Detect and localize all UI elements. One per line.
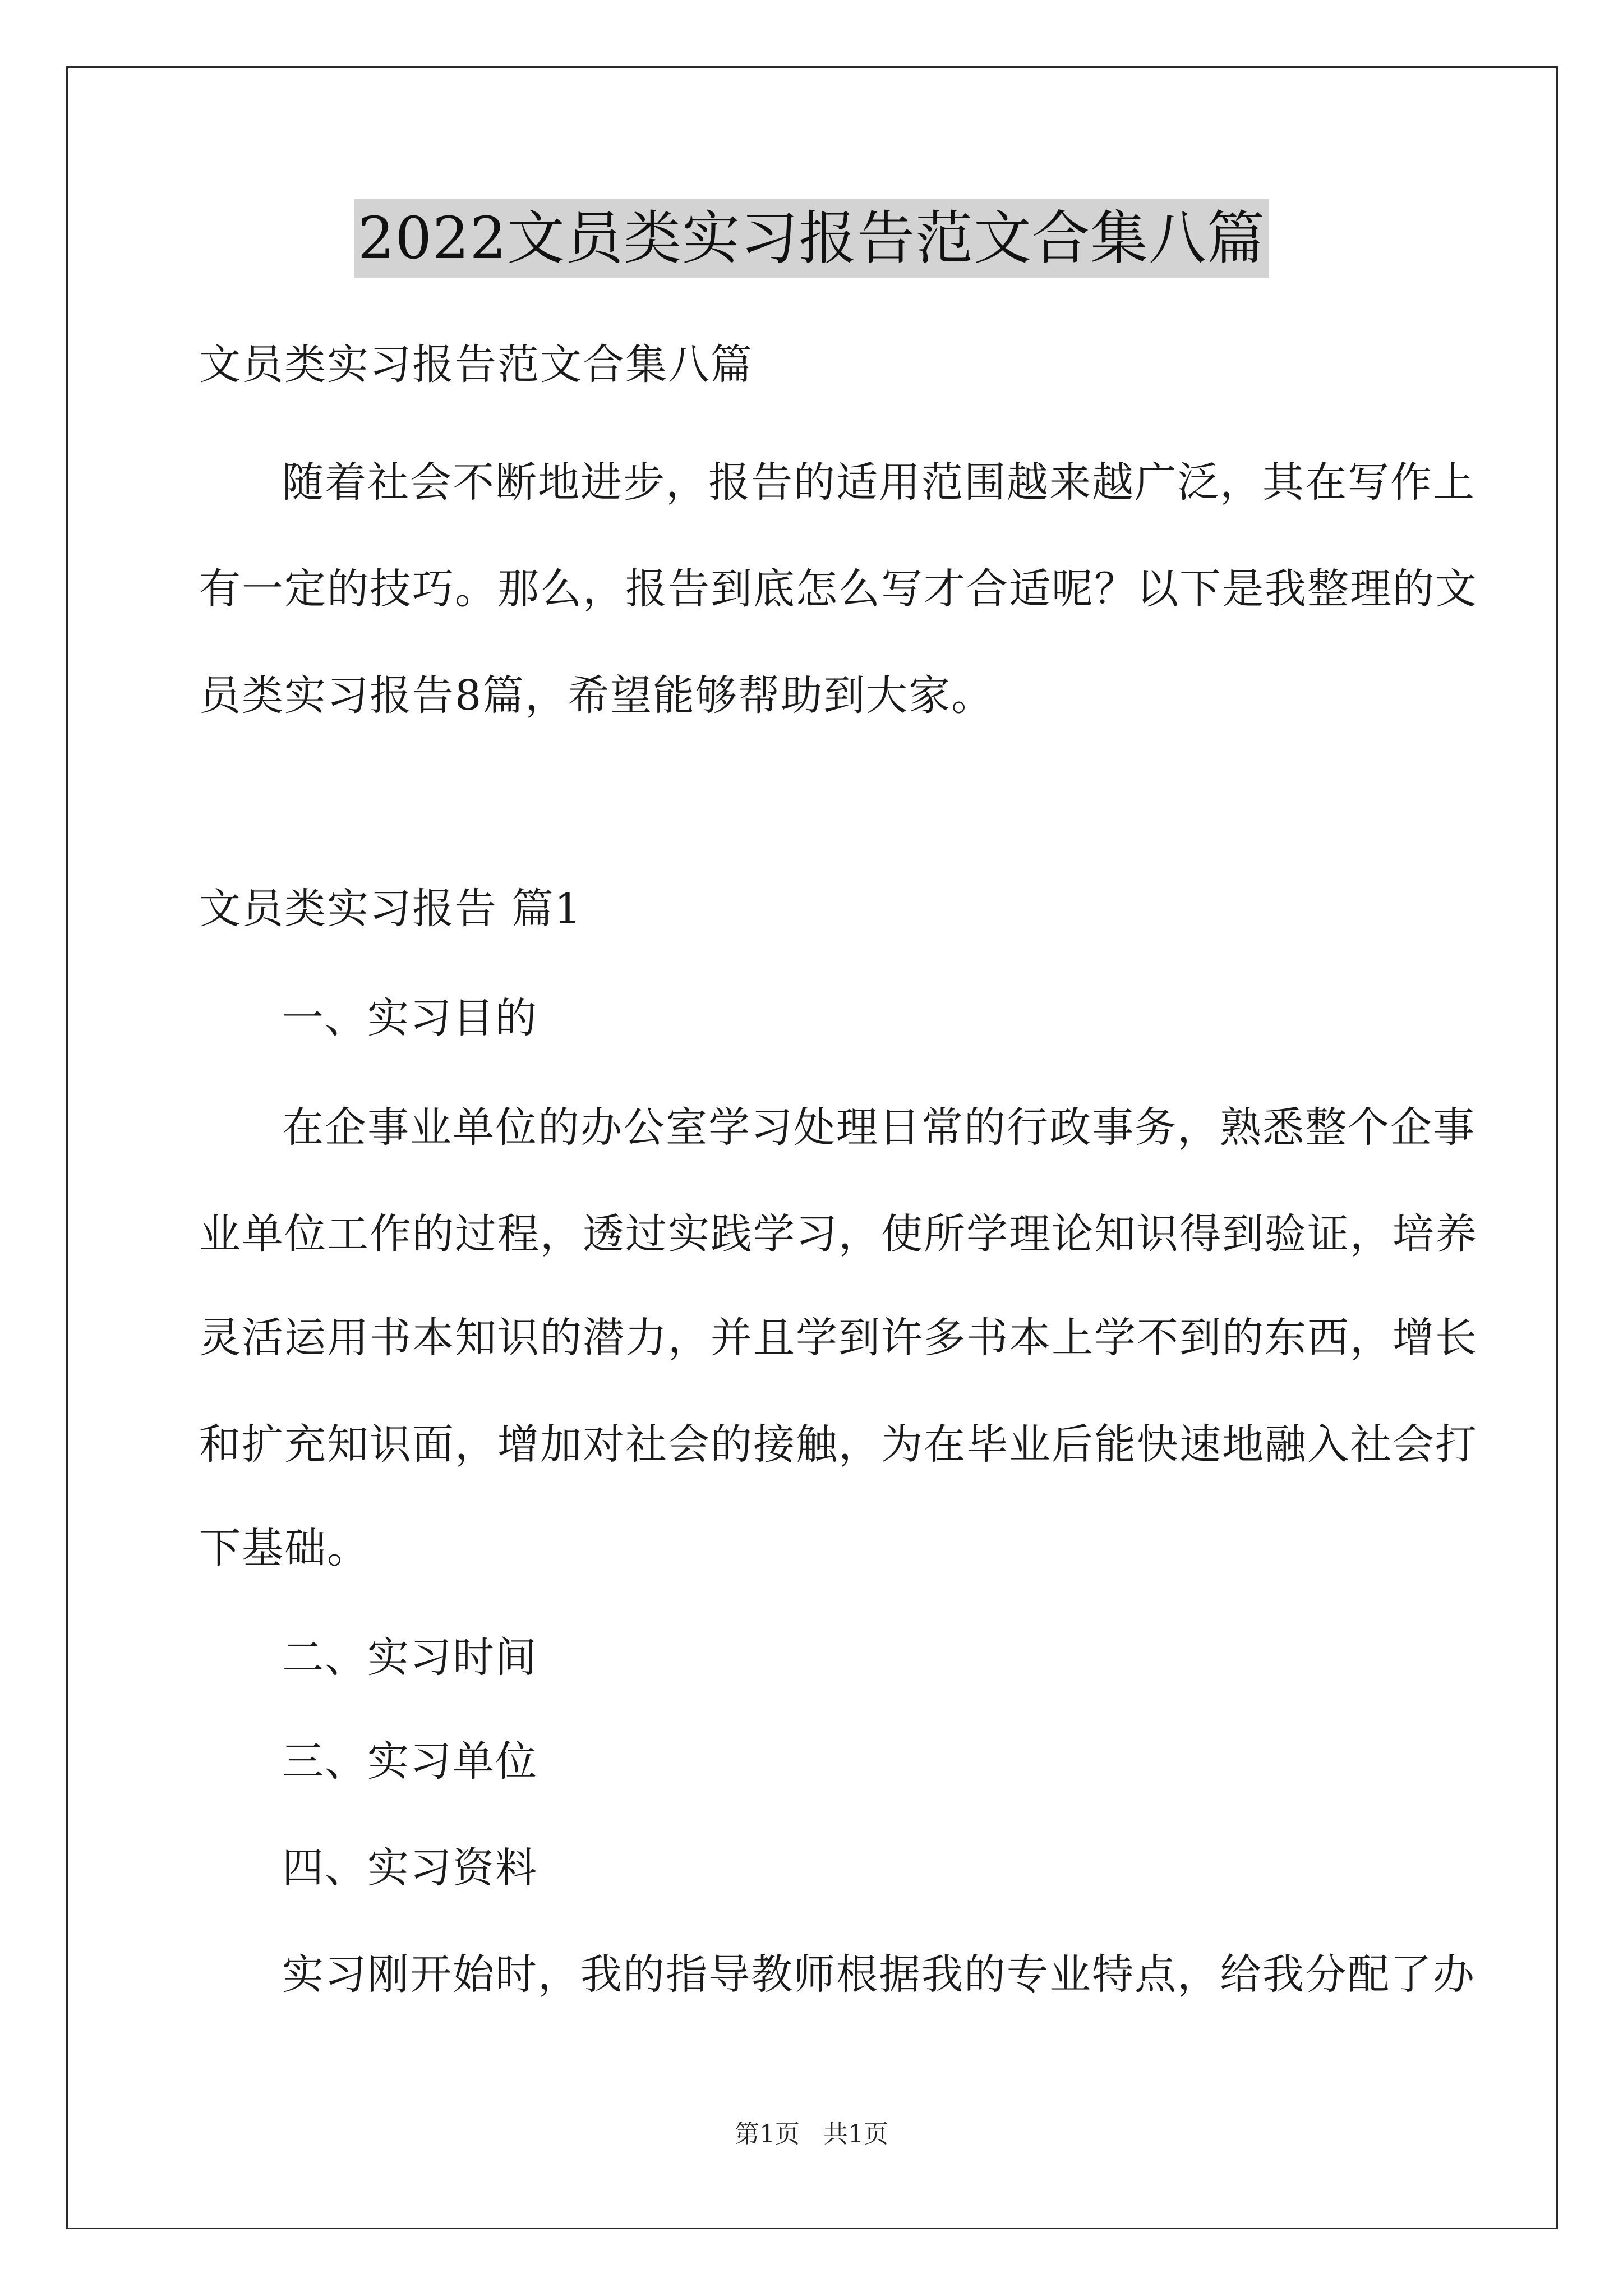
purpose-line-3: 灵活运用书本知识的潜力，并且学到许多书本上学不到的东西，增长	[199, 1314, 1478, 1362]
page-footer: 第1页 共1页	[735, 2120, 888, 2148]
heading-time: 二、实习时间	[282, 1634, 538, 1682]
heading-unit: 三、实习单位	[282, 1737, 538, 1786]
purpose-line-2: 业单位工作的过程，透过实践学习，使所学理论知识得到验证，培养	[199, 1210, 1478, 1258]
purpose-line-1: 在企事业单位的办公室学习处理日常的行政事务，熟悉整个企事	[282, 1103, 1476, 1152]
purpose-line-5: 下基础。	[199, 1524, 370, 1572]
title-container	[0, 199, 1623, 278]
document-title: 2022文员类实习报告范文合集八篇	[354, 199, 1269, 278]
heading-purpose: 一、实习目的	[282, 994, 538, 1042]
section-title: 文员类实习报告 篇1	[199, 885, 582, 933]
document-subtitle: 文员类实习报告范文合集八篇	[199, 341, 753, 389]
intro-line-1: 随着社会不断地进步，报告的适用范围越来越广泛，其在写作上	[282, 458, 1476, 507]
heading-content: 四、实习资料	[282, 1844, 538, 1892]
content-line-1: 实习刚开始时，我的指导教师根据我的专业特点，给我分配了办	[282, 1950, 1476, 1999]
purpose-line-4: 和扩充知识面，增加对社会的接触，为在毕业后能快速地融入社会打	[199, 1420, 1478, 1469]
intro-line-2: 有一定的技巧。那么，报告到底怎么写才合适呢？以下是我整理的文	[199, 565, 1478, 613]
intro-line-3: 员类实习报告8篇，希望能够帮助到大家。	[199, 671, 994, 720]
